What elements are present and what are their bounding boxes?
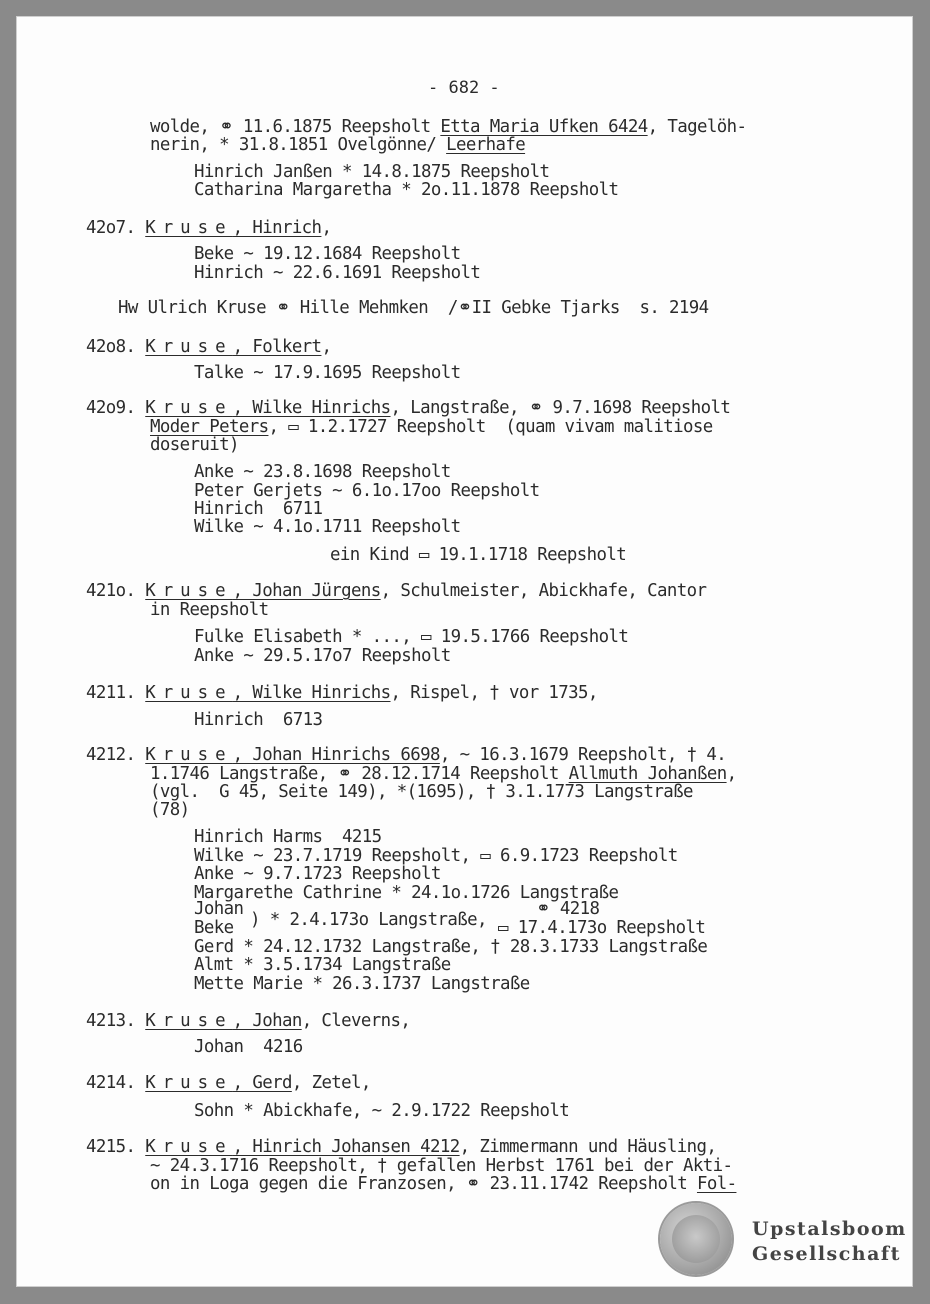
text-line [150,1156,732,1176]
text-line [150,135,525,155]
document-page [16,16,913,1287]
underlined-name: Moder Peters [150,417,269,437]
line-text: Beke ~ 19.12.1684 Reepsholt [194,244,461,264]
text-line [150,117,746,137]
text-line [150,435,239,455]
line-text: Hinrich ~ 22.6.1691 Reepsholt [194,263,481,283]
line-text-tail: , ~ 16.3.1679 Reepsholt, † 4. [439,745,727,765]
text-line [194,710,322,730]
line-text: ▭ 17.4.173o Reepsholt [498,918,706,938]
line-text: in Reepsholt [150,600,269,620]
line-text: Beke [194,918,234,938]
entry-number: 42o8. [86,337,146,357]
line-text: Anke ~ 29.5.17o7 Reepsholt [194,646,451,666]
line-text: Johan [194,899,244,919]
text-line [150,764,736,784]
underlined-name: , Johan Jürgens [232,581,381,601]
entry-number: 4211. [86,683,146,703]
line-text: doseruit) [150,435,239,455]
text-line [118,298,709,318]
line-text: Johan 4216 [194,1037,303,1057]
text-line [194,363,461,383]
line-text: ~ 24.3.1716 Reepsholt, † gefallen Herbst 1761 bei der Akti- [150,1156,733,1176]
entry-surname: Kruse [145,1073,233,1093]
text-line [194,1037,303,1057]
line-text-tail: , Zetel, [291,1073,371,1093]
text-line [86,1073,371,1093]
underlined-name: Fol- [696,1174,737,1194]
text-line [86,683,598,703]
line-text: (78) [150,800,190,820]
text-line [194,955,451,975]
line-text: Peter Gerjets ~ 6.1o.17oo Reepsholt [194,481,540,501]
line-text: Almt * 3.5.1734 Langstraße [194,955,451,975]
text-line [194,918,233,938]
line-text: nerin, * 31.8.1851 Ovelgönne/ [150,135,447,155]
text-line [86,1011,410,1031]
seal-icon [660,1203,732,1275]
line-text: Fulke Elisabeth * ..., ▭ 19.5.1766 Reepsholt [194,627,629,647]
line-text: Sohn * Abickhafe, ~ 2.9.1722 Reepsholt [194,1101,570,1121]
underlined-name: , Folkert [232,337,322,357]
text-line [498,918,705,938]
underlined-name: , Hinrich [232,218,322,238]
entry-surname: Kruse [145,581,233,601]
text-line [536,899,599,919]
entry-surname: Kruse [145,337,233,357]
line-text: ) * 2.4.173o Langstraße, [250,910,497,930]
line-text: Wilke ~ 4.1o.1711 Reepsholt [194,517,461,537]
text-line [86,398,730,418]
entry-number: 42o9. [86,398,146,418]
entry-number: 421o. [86,581,146,601]
line-text-tail: , Rispel, † vor 1735, [390,683,598,703]
text-line [150,800,189,820]
text-line [194,481,539,501]
entry-surname: Kruse [145,683,233,703]
text-line [150,1174,736,1194]
text-line [194,864,441,884]
page-number: - 682 - [428,78,500,98]
line-text: Wilke ~ 23.7.1719 Reepsholt, ▭ 6.9.1723 Reepsholt [194,846,678,866]
line-text-tail: , [726,764,737,784]
line-text-tail: , Zimmermann und Häusling, [459,1137,717,1157]
text-line [194,244,461,264]
text-line [194,263,480,283]
entry-surname: Kruse [145,745,233,765]
text-line [194,499,322,519]
text-line [194,462,451,482]
line-text: Mette Marie * 26.3.1737 Langstraße [194,974,530,994]
text-line [330,545,626,565]
text-line [194,827,382,847]
line-text: Margarethe Cathrine * 24.1o.1726 Langstraße [194,883,619,903]
text-line [194,846,678,866]
entry-number: 4215. [86,1137,146,1157]
text-line [194,162,549,182]
entry-surname: Kruse [145,1011,233,1031]
text-line [194,937,707,957]
text-line [86,745,726,765]
text-line [150,600,268,620]
line-text: ein Kind ▭ 19.1.1718 Reepsholt [330,545,627,565]
entry-surname: Kruse [145,1137,233,1157]
line-text-tail: , ▭ 1.2.1727 Reepsholt (quam vivam malitiose [268,417,713,437]
line-text-tail: , Langstraße, ⚭ 9.7.1698 Reepsholt [390,398,731,418]
brand-line-2: Gesellschaft [752,1243,901,1265]
text-line [150,782,693,802]
line-text: Hinrich Harms 4215 [194,827,382,847]
text-line [194,180,618,200]
underlined-name: , Wilke Hinrichs [232,398,391,418]
entry-number: 4214. [86,1073,146,1093]
line-text: Hw Ulrich Kruse ⚭ Hille Mehmken /⚭II Gebke Tjarks s. 2194 [118,298,709,318]
line-text: Hinrich 6711 [194,499,323,519]
line-text: Catharina Margaretha * 2o.11.1878 Reepsholt [194,180,619,200]
line-text: Hinrich Janßen * 14.8.1875 Reepsholt [194,162,550,182]
line-text: Talke ~ 17.9.1695 Reepsholt [194,363,461,383]
text-line [194,646,451,666]
entry-number: 4212. [86,745,146,765]
text-line [194,1101,569,1121]
text-line [86,581,706,601]
brand-line-1: Upstalsboom [752,1218,907,1240]
line-text-tail: , Schulmeister, Abickhafe, Cantor [380,581,707,601]
entry-surname: Kruse [145,218,233,238]
underlined-name: Etta Maria Ufken 6424 [440,117,648,137]
text-line [86,218,331,238]
underlined-name: , Hinrich Johansen 4212 [232,1137,460,1157]
line-text-tail: , [321,337,332,357]
line-text: on in Loga gegen die Franzosen, ⚭ 23.11.1742 Reepsholt [150,1174,697,1194]
text-line [86,337,331,357]
text-line [194,974,530,994]
line-text: Anke ~ 23.8.1698 Reepsholt [194,462,451,482]
text-line [194,627,628,647]
text-line [250,910,497,930]
underlined-name: , Wilke Hinrichs [232,683,391,703]
line-text-tail: , [321,218,332,238]
text-line [194,899,243,919]
line-text: Hinrich 6713 [194,710,323,730]
line-text: wolde, ⚭ 11.6.1875 Reepsholt [150,117,441,137]
underlined-name: , Johan Hinrichs 6698 [232,745,440,765]
line-text: (vgl. G 45, Seite 149), *(1695), † 3.1.1773 Langstraße [150,782,693,802]
underlined-name: Leerhafe [446,135,526,155]
line-text: Gerd * 24.12.1732 Langstraße, † 28.3.1733 Langstraße [194,937,708,957]
line-text: Anke ~ 9.7.1723 Reepsholt [194,864,441,884]
entry-surname: Kruse [145,398,233,418]
underlined-name: , Gerd [232,1073,292,1093]
line-text: ⚭ 4218 [536,899,600,919]
text-line [194,517,461,537]
entry-number: 4213. [86,1011,146,1031]
line-text-tail: , Tagelöh- [647,117,747,137]
entry-number: 42o7. [86,218,146,238]
line-text-tail: , Cleverns, [301,1011,411,1031]
underlined-name: , Johan [232,1011,302,1031]
text-line [150,417,713,437]
text-line [86,1137,716,1157]
underlined-name: Allmuth Johanßen [568,764,727,784]
line-text: 1.1746 Langstraße, ⚭ 28.12.1714 Reepsholt [150,764,569,784]
